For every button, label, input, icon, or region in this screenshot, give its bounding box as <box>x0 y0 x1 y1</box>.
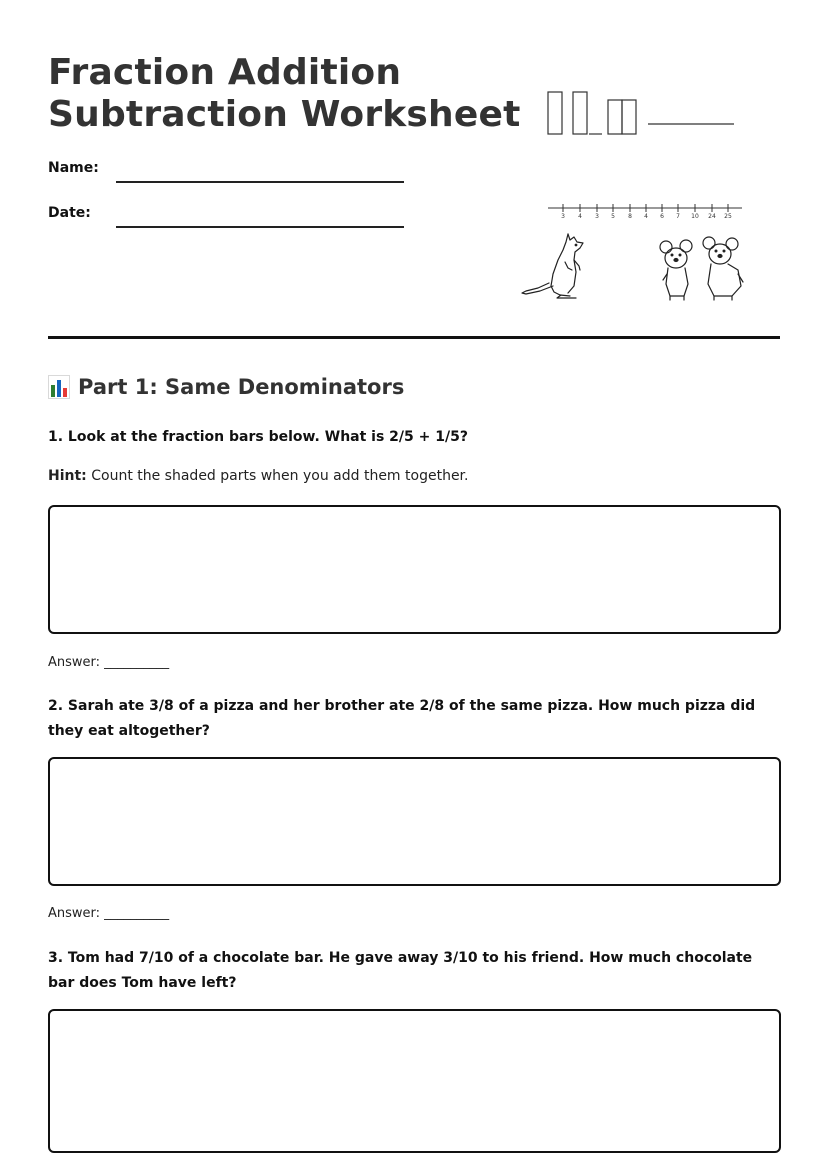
kangaroo-icon <box>522 234 583 298</box>
tick-label: 7 <box>676 213 680 220</box>
number-line <box>548 204 742 212</box>
header-illustration <box>520 80 760 310</box>
tick-label: 25 <box>724 213 732 220</box>
tick-label: 4 <box>644 213 648 220</box>
question-2-text: 2. Sarah ate 3/8 of a pizza and her brother ate 2/8 of the same pizza. How much pizza did they eat altogether? <box>48 698 756 739</box>
question-1-answer-box[interactable] <box>48 505 781 634</box>
section-heading-label: Part 1: Same Denominators <box>78 375 405 399</box>
question-1-text: 1. Look at the fraction bars below. What is 2/5 + 1/5? <box>48 429 468 445</box>
question-3-text: 3. Tom had 7/10 of a chocolate bar. He gave away 3/10 to his friend. How much chocolate bar does Tom have left? <box>48 950 753 991</box>
question-2-answer-box[interactable] <box>48 757 781 886</box>
question-3-answer-box[interactable] <box>48 1009 781 1153</box>
tick-label: 4 <box>578 213 582 220</box>
date-label: Date: <box>48 205 91 221</box>
tick-label: 6 <box>660 213 664 220</box>
number-line-labels <box>561 213 732 220</box>
tick-label: 3 <box>561 213 565 220</box>
koala-icon <box>703 237 743 300</box>
tick-label: 3 <box>595 213 599 220</box>
question-1-hint <box>48 468 468 484</box>
tick-label: 24 <box>708 213 716 220</box>
header-divider <box>48 336 780 339</box>
date-field[interactable] <box>116 226 404 228</box>
question-1-answer: Answer: __________ <box>48 655 170 670</box>
bar-chart-icon <box>48 375 70 399</box>
question-2-answer: Answer: __________ <box>48 906 170 921</box>
tick-label: 8 <box>628 213 632 220</box>
name-field[interactable] <box>116 181 404 183</box>
tofu-glyphs <box>548 92 734 134</box>
name-label: Name: <box>48 160 99 176</box>
hint-label: Hint: <box>48 468 87 484</box>
page-title: Fraction Addition Subtraction Worksheet <box>48 52 521 135</box>
tick-label: 5 <box>611 213 615 220</box>
section-heading-part-1 <box>48 375 404 399</box>
hint-text: Count the shaded parts when you add them together. <box>86 468 469 484</box>
tick-label: 10 <box>691 213 699 220</box>
koala-icon <box>660 240 692 300</box>
